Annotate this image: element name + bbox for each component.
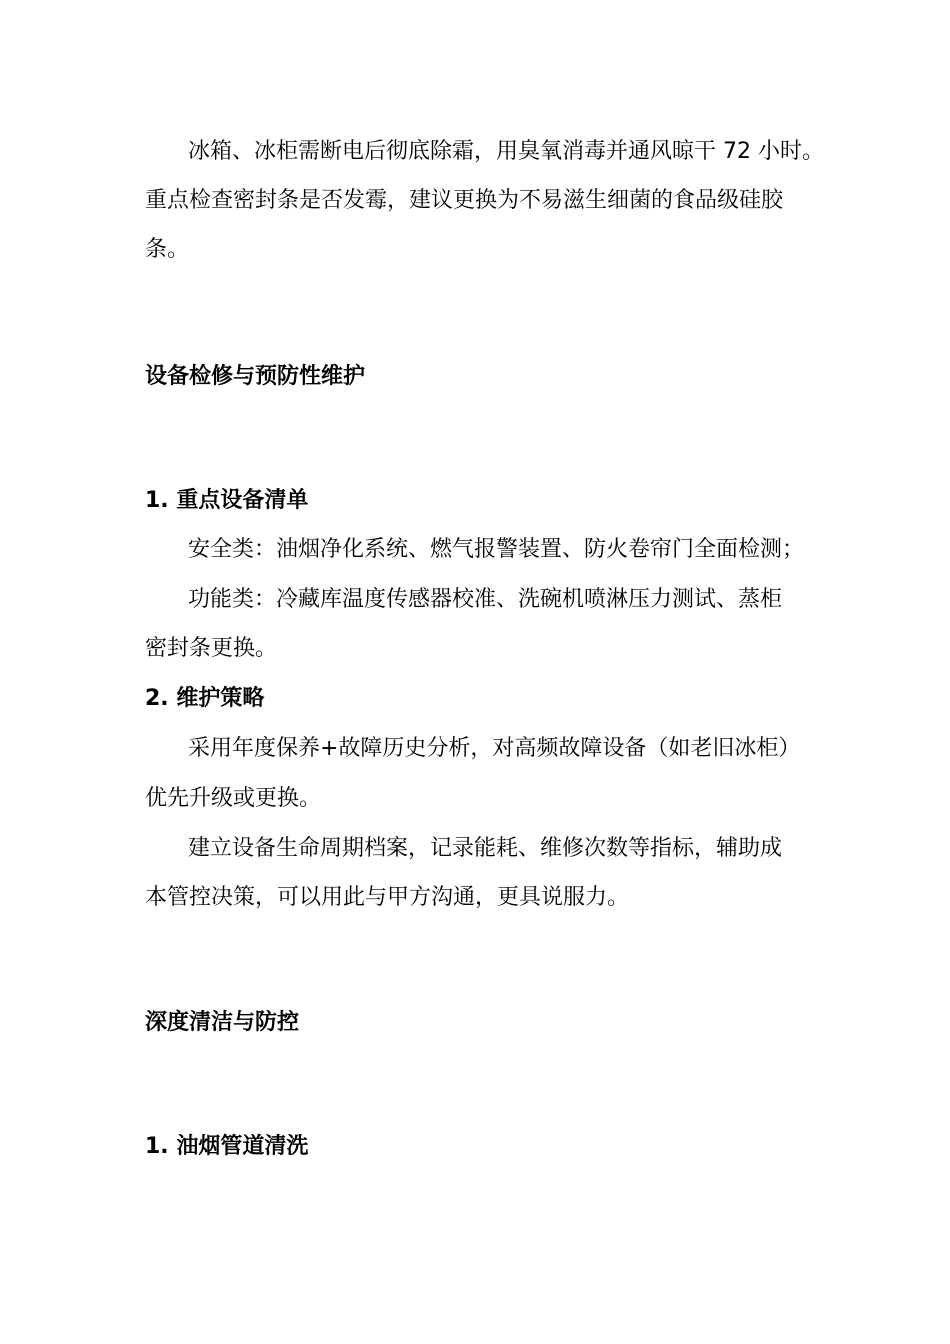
paragraph-line: 冰箱、冰柜需断电后彻底除霜，用臭氧消毒并通风晾干 72 小时。 <box>188 139 824 164</box>
paragraph-line: 采用年度保养+故障历史分析，对高频故障设备（如老旧冰柜） <box>188 736 801 761</box>
paragraph-line: 重点检查密封条是否发霉，建议更换为不易滋生细菌的食品级硅胶 <box>145 188 784 213</box>
section-heading: 设备检修与预防性维护 <box>145 364 366 389</box>
paragraph-line: 条。 <box>145 237 190 262</box>
paragraph-line: 建立设备生命周期档案，记录能耗、维修次数等指标，辅助成 <box>188 836 783 861</box>
paragraph-line: 功能类：冷藏库温度传感器校准、洗碗机喷淋压力测试、蒸柜 <box>188 587 783 612</box>
paragraph-line: 密封条更换。 <box>145 636 278 661</box>
paragraph-line: 优先升级或更换。 <box>145 786 322 811</box>
subsection-heading: 1. 油烟管道清洗 <box>145 1134 309 1159</box>
section-heading: 深度清洁与防控 <box>145 1010 300 1035</box>
subsection-heading: 1. 重点设备清单 <box>145 488 309 513</box>
subsection-heading: 2. 维护策略 <box>145 686 265 711</box>
paragraph-line: 安全类：油烟净化系统、燃气报警装置、防火卷帘门全面检测； <box>188 537 805 562</box>
paragraph-line: 本管控决策，可以用此与甲方沟通，更具说服力。 <box>145 885 630 910</box>
